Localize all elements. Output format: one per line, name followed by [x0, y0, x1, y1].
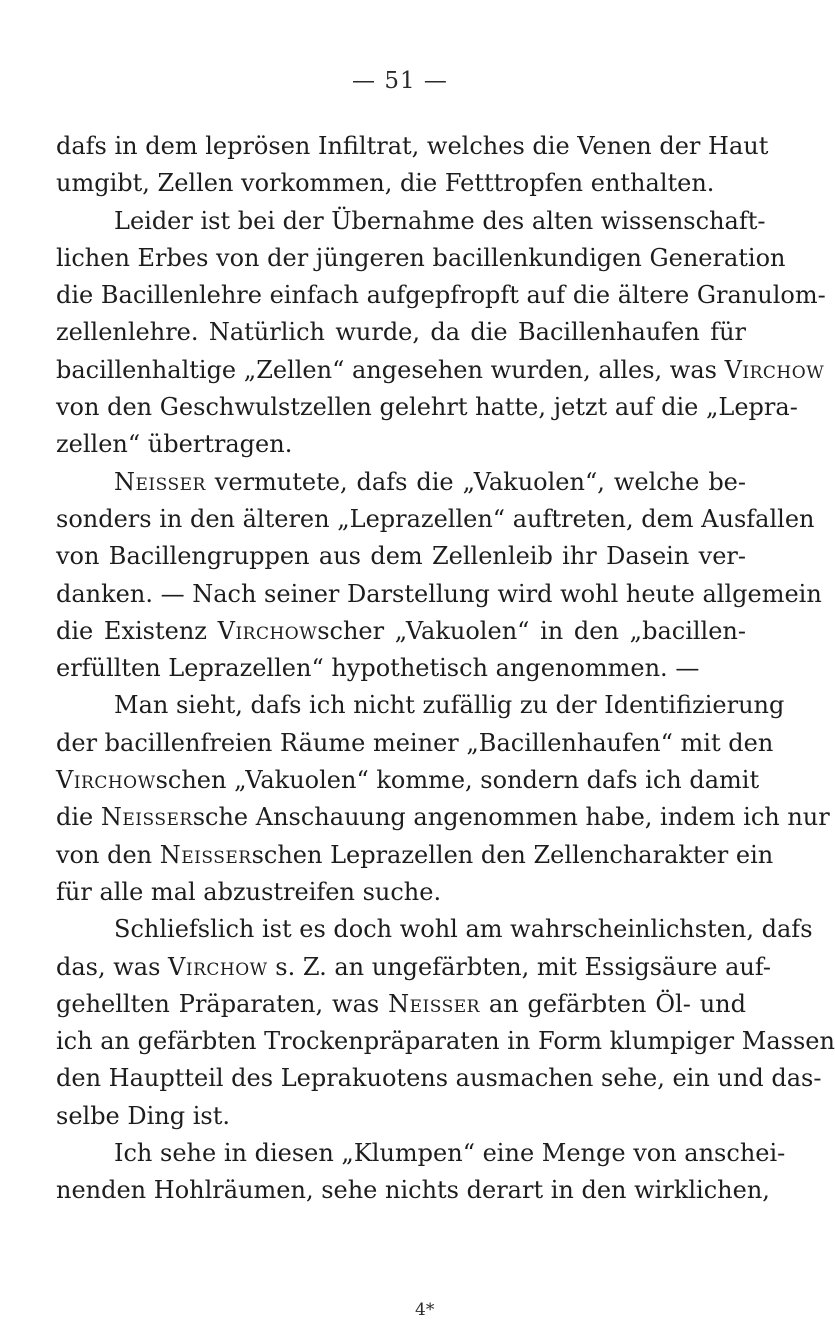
author-name: Virchow — [217, 616, 318, 645]
author-name: Virchow — [724, 355, 825, 384]
text-line: Leider ist bei der Übernahme des alten wissenschaft- — [114, 206, 766, 235]
text-line: die Existenz Virchowscher „Vakuolen“ in den „bacillen- — [56, 616, 746, 645]
text-line: sonders in den älteren „Leprazellen“ auftreten, dem Ausfallen — [56, 504, 815, 533]
author-name: Virchow — [56, 766, 156, 795]
text-line: selbe Ding ist. — [56, 1101, 231, 1130]
text-line: zellenlehre. Natürlich wurde, da die Bacillenhaufen für — [56, 318, 746, 347]
author-name: Neisser — [159, 840, 252, 869]
page-body-text — [56, 128, 835, 1210]
text-line: die Bacillenlehre einfach aufgepfropft auf die ältere Granulom- — [56, 281, 826, 310]
text-line: erfüllten Leprazellen“ hypothetisch angenommen. — — [56, 654, 700, 683]
text-line: Ich sehe in diesen „Klumpen“ eine Menge von anschei- — [114, 1139, 786, 1168]
text-line: das, was Virchow s. Z. an ungefärbten, mit Essigsäure auf- — [56, 952, 772, 981]
author-name: Neisser — [100, 803, 193, 832]
text-line: danken. — Nach seiner Darstellung wird wohl heute allgemein — [56, 579, 822, 608]
text-line: bacillenhaltige „Zellen“ angesehen wurden, alles, was Virchow — [56, 355, 825, 384]
page-number: — 51 — — [352, 68, 448, 94]
text-line: lichen Erbes von der jüngeren bacillenkundigen Generation — [56, 243, 786, 272]
text-line: von Bacillengruppen aus dem Zellenleib ihr Dasein ver- — [56, 542, 746, 571]
text-line: Schliefslich ist es doch wohl am wahrscheinlichsten, dafs — [114, 915, 813, 944]
author-name: Neisser — [114, 467, 206, 496]
text-line: die Neissersche Anschauung angenommen habe, indem ich nur — [56, 803, 830, 832]
text-line: ich an gefärbten Trockenpräparaten in Form klumpiger Massen — [56, 1027, 835, 1056]
text-line: den Hauptteil des Leprakuotens ausmachen sehe, ein und das- — [56, 1064, 822, 1093]
text-line: für alle mal abzustreifen suche. — [56, 877, 442, 906]
text-line: umgibt, Zellen vorkommen, die Fetttropfen enthalten. — [56, 169, 715, 198]
text-line: Virchowschen „Vakuolen“ komme, sondern dafs ich damit — [56, 766, 760, 795]
text-line: gehellten Präparaten, was Neisser an gefärbten Öl- und — [56, 989, 746, 1018]
text-line: von den Neisserschen Leprazellen den Zellencharakter ein — [56, 840, 774, 869]
author-name: Neisser — [388, 989, 480, 1018]
text-line: Man sieht, dafs ich nicht zufällig zu der Identifizierung — [114, 691, 785, 720]
text-line: von den Geschwulstzellen gelehrt hatte, jetzt auf die „Lepra- — [56, 393, 798, 422]
text-line: Neisser vermutete, dafs die „Vakuolen“, welche be- — [114, 467, 746, 496]
text-line: der bacillenfreien Räume meiner „Bacillenhaufen“ mit den — [56, 728, 774, 757]
signature-mark: 4* — [415, 1300, 435, 1320]
author-name: Virchow — [168, 952, 268, 981]
text-line: nenden Hohlräumen, sehe nichts derart in den wirklichen, — [56, 1176, 770, 1205]
text-line: dafs in dem leprösen Infiltrat, welches die Venen der Haut — [56, 132, 769, 160]
text-line: zellen“ übertragen. — [56, 430, 293, 459]
